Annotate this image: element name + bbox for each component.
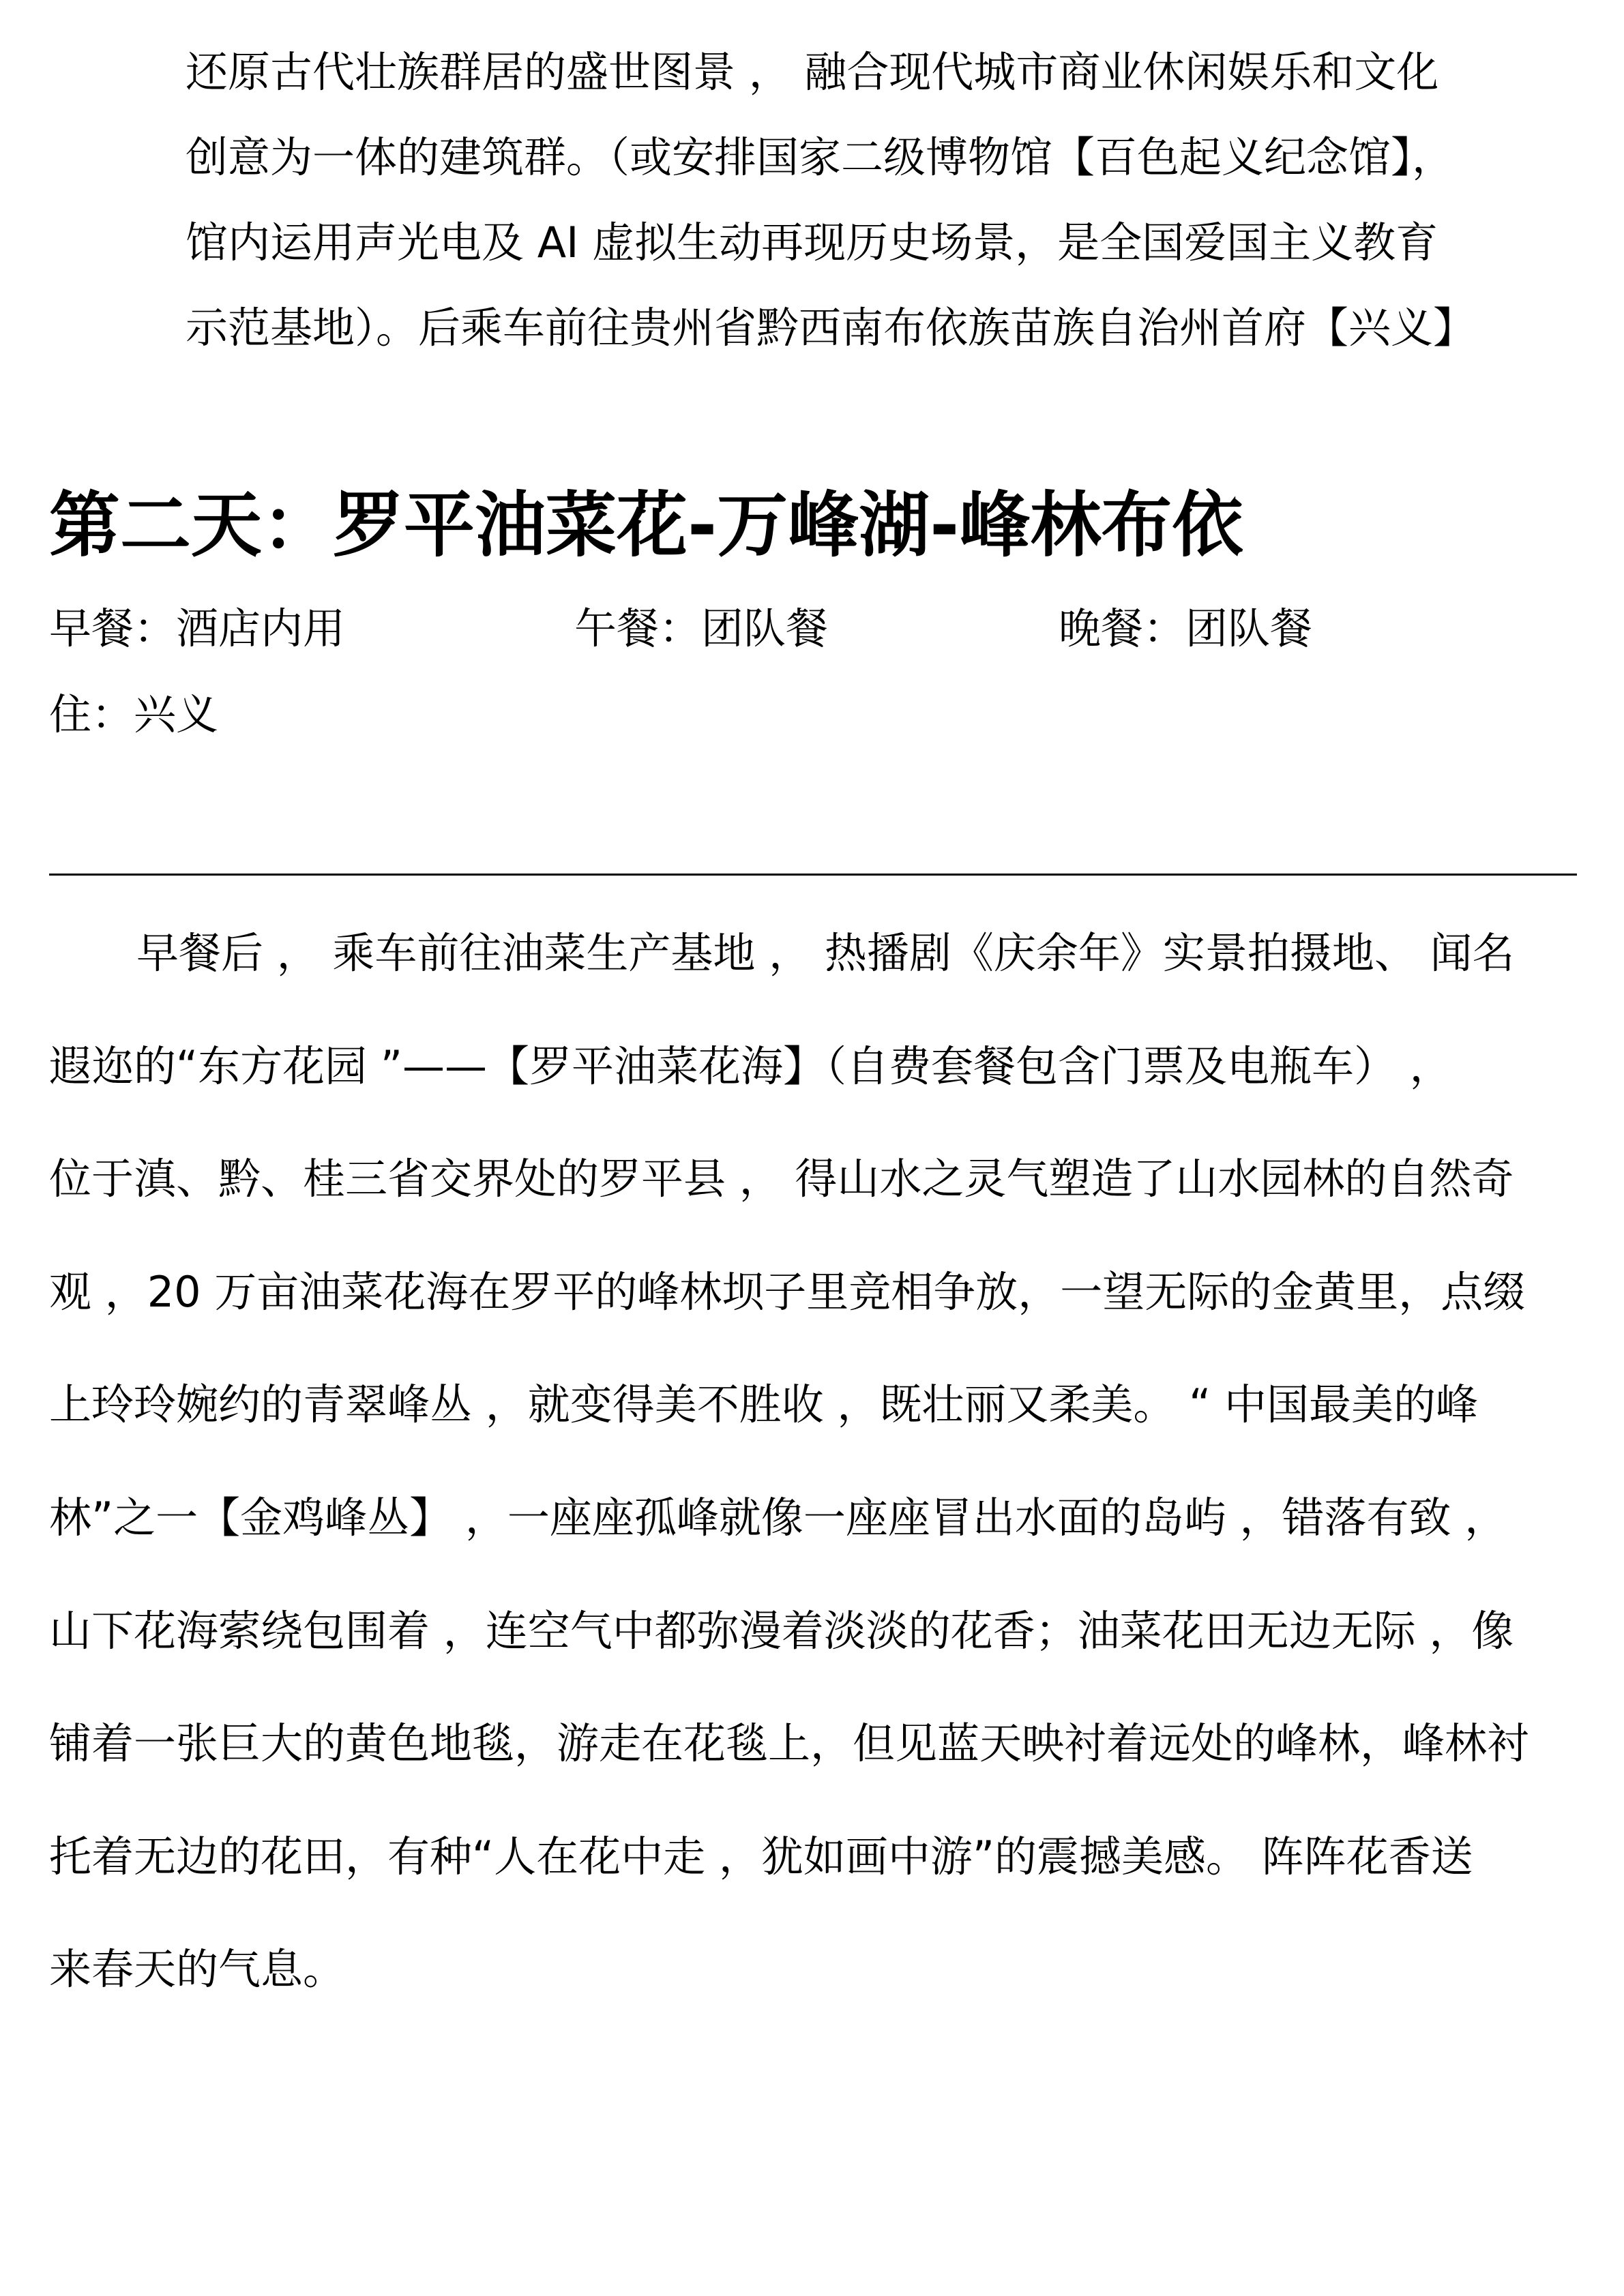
dinner-info: 晚餐：团队餐 bbox=[1059, 603, 1313, 653]
section-divider bbox=[49, 874, 1577, 876]
paragraph-line: 山下花海萦绕包围着 ，连空气中都弥漫着淡淡的花香；油菜花田无边无际 ，像 bbox=[49, 1605, 1514, 1656]
intro-line: 还原古代壮族群居的盛世图景 ， 融合现代城市商业休闲娱乐和文化 bbox=[186, 47, 1439, 97]
paragraph-line: 位于滇、黔、桂三省交界处的罗平县 ， 得山水之灵气塑造了山水园林的自然奇 bbox=[49, 1154, 1514, 1204]
paragraph-line: 早餐后 ， 乘车前往油菜生产基地 ， 热播剧《庆余年》实景拍摄地、 闻名 bbox=[136, 928, 1515, 978]
paragraph-line: 观 ，20 万亩油菜花海在罗平的峰林坝子里竞相争放，一望无际的金黄里，点缀 bbox=[49, 1266, 1526, 1317]
paragraph-line: 林”之一【金鸡峰丛】 ，一座座孤峰就像一座座冒出水面的岛屿 ，错落有致 ， bbox=[49, 1492, 1507, 1542]
breakfast-info: 早餐：酒店内用 bbox=[49, 603, 346, 653]
paragraph-line: 上玲玲婉约的青翠峰丛 ，就变得美不胜收 ，既壮丽又柔美。 “ 中国最美的峰 bbox=[49, 1380, 1478, 1430]
day-title: 第二天：罗平油菜花-万峰湖-峰林布依 bbox=[49, 483, 1243, 567]
lunch-info: 午餐：团队餐 bbox=[574, 603, 829, 653]
intro-line: 馆内运用声光电及 AI 虚拟生动再现历史场景，是全国爱国主义教育 bbox=[186, 218, 1438, 267]
itinerary-paragraph bbox=[49, 919, 1577, 2048]
stay-info: 住：兴义 bbox=[49, 689, 219, 739]
paragraph-line: 托着无边的花田，有种“人在花中走 ，犹如画中游”的震撼美感。 阵阵花香送 bbox=[49, 1831, 1473, 1881]
intro-line: 创意为一体的建筑群。（或安排国家二级博物馆【百色起义纪念馆】， bbox=[186, 132, 1455, 182]
intro-paragraph bbox=[186, 40, 1495, 381]
paragraph-line: 遐迩的“东方花园 ”——【罗平油菜花海】（自费套餐包含门票及电瓶车） ， bbox=[49, 1041, 1452, 1091]
intro-line: 示范基地）。后乘车前往贵州省黔西南布依族苗族自治州首府【兴义】 bbox=[186, 303, 1476, 353]
paragraph-line: 铺着一张巨大的黄色地毯，游走在花毯上，但见蓝天映衬着远处的峰林，峰林衬 bbox=[49, 1718, 1530, 1769]
paragraph-line: 来春天的气息。 bbox=[49, 1944, 346, 1995]
meal-info bbox=[49, 595, 1577, 663]
